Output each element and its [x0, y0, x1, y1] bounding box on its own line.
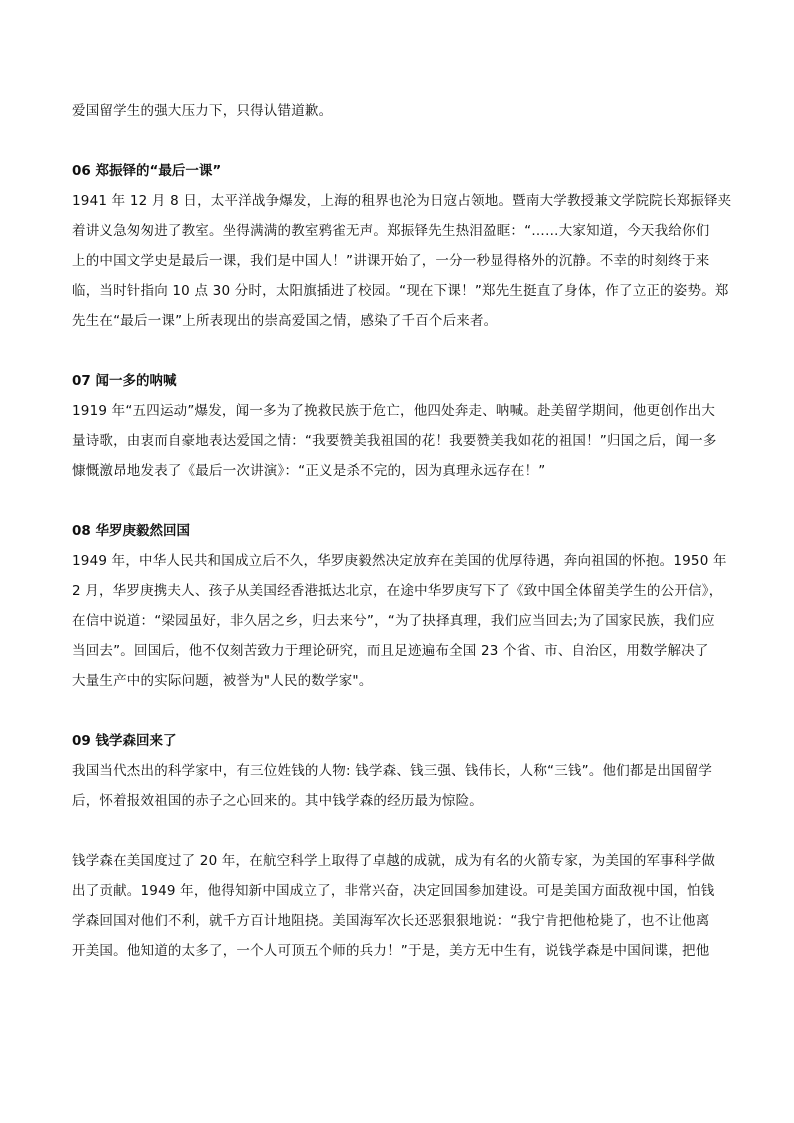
text-line: 当回去”。回国后，他不仅刻苦致力于理论研究，而且足迹遍布全国 23 个省、市、自治区，用数学解决了 [72, 643, 709, 659]
intro-paragraph [72, 96, 732, 126]
section-heading-09: 09 钱学森回来了 [72, 733, 177, 749]
section-heading-07: 07 闻一多的呐喊 [72, 373, 177, 389]
text-line: 爱国留学生的强大压力下，只得认错道歉。 [72, 103, 333, 119]
text-line: 出了贡献。1949 年，他得知新中国成立了，非常兴奋，决定回国参加建设。可是美国方面敌视中国，怕钱 [72, 883, 715, 899]
text-line: 慷慨激昂地发表了《最后一次讲演》：“正义是杀不完的，因为真理永远存在！” [72, 463, 546, 479]
section-09-paragraph-1 [72, 756, 732, 816]
text-line: 着讲义急匆匆进了教室。坐得满满的教室鸦雀无声。郑振铎先生热泪盈眶：“……大家知道，今天我给你们 [72, 223, 710, 239]
section-heading-08: 08 华罗庚毅然回国 [72, 523, 190, 539]
text-line: 后，怀着报效祖国的赤子之心回来的。其中钱学森的经历最为惊险。 [72, 793, 483, 809]
text-line: 大量生产中的实际问题，被誉为"人民的数学家"。 [72, 673, 373, 689]
text-line: 在信中说道：“梁园虽好，非久居之乡，归去来兮”，“为了抉择真理，我们应当回去;为了国家民族，我们应 [72, 613, 715, 629]
section-09-paragraph-2 [72, 846, 732, 966]
text-line: 1919 年“五四运动”爆发，闻一多为了挽救民族于危亡，他四处奔走、呐喊。赴美留学期间，他更创作出大 [72, 403, 716, 419]
section-06-paragraph [72, 186, 732, 336]
text-line: 临，当时针指向 10 点 30 分时，太阳旗插进了校园。“现在下课！”郑先生挺直了身体，作了立正的姿势。郑 [72, 283, 729, 299]
document-page [72, 96, 732, 966]
text-line: 2 月，华罗庚携夫人、孩子从美国经香港抵达北京，在途中华罗庚写下了《致中国全体留美学生的公开信》， [72, 583, 723, 599]
text-line: 钱学森在美国度过了 20 年，在航空科学上取得了卓越的成就，成为有名的火箭专家，为美国的军事科学做 [72, 853, 716, 869]
text-line: 先生在“最后一课”上所表现出的崇高爱国之情，感染了千百个后来者。 [72, 313, 498, 329]
text-line: 1949 年，中华人民共和国成立后不久，华罗庚毅然决定放弃在美国的优厚待遇，奔向祖国的怀抱。1950 年 [72, 553, 727, 569]
text-line: 量诗歌，由衷而自豪地表达爱国之情：“我要赞美我祖国的花！我要赞美我如花的祖国！”归国之后，闻一多 [72, 433, 717, 449]
section-08-paragraph [72, 546, 732, 696]
text-line: 1941 年 12 月 8 日，太平洋战争爆发，上海的租界也沦为日寇占领地。暨南大学教授兼文学院院长郑振铎夹 [72, 193, 732, 209]
text-line: 我国当代杰出的科学家中，有三位姓钱的人物: 钱学森、钱三强、钱伟长，人称“三钱”。他们都是出国留学 [72, 763, 713, 779]
text-line: 上的中国文学史是最后一课，我们是中国人！”讲课开始了，一分一秒显得格外的沉静。不幸的时刻终于来 [72, 253, 710, 269]
text-line: 开美国。他知道的太多了，一个人可顶五个师的兵力！”于是，美方无中生有，说钱学森是中国间谍，把他 [72, 943, 710, 959]
section-07-paragraph [72, 396, 732, 486]
text-line: 学森回国对他们不利，就千方百计地阻挠。美国海军次长还恶狠狠地说：“我宁肯把他枪毙了，也不让他离 [72, 913, 710, 929]
section-heading-06: 06 郑振铎的“最后一课” [72, 163, 222, 179]
